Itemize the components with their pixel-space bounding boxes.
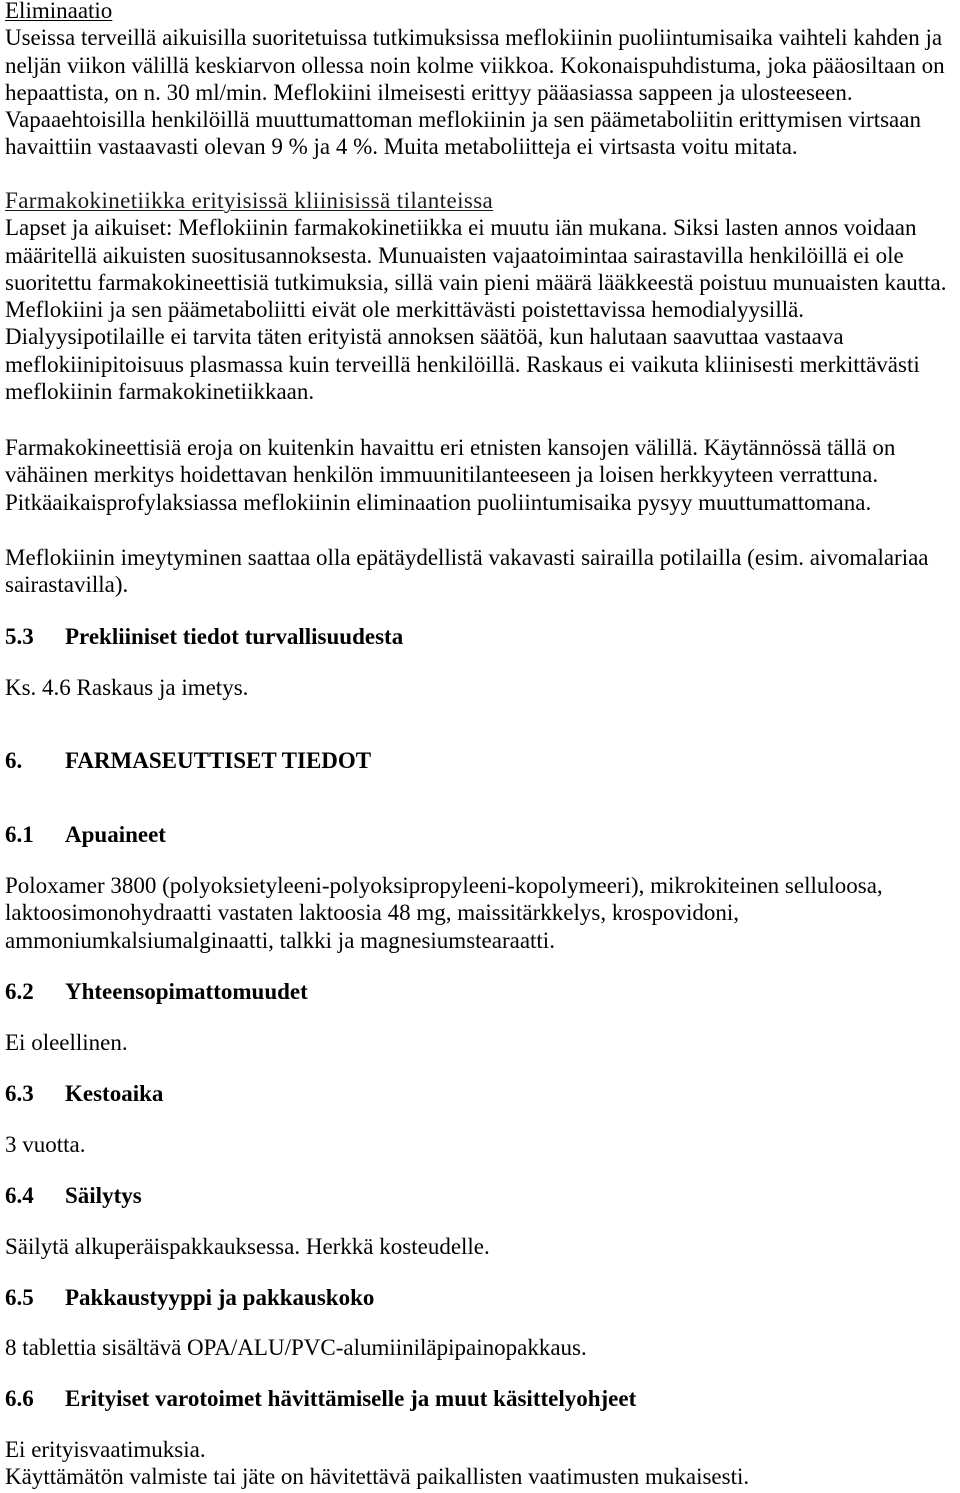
paragraph-line: meflokiinipitoisuus plasmassa kuin terveillä henkilöillä. Raskaus ei vaikuta kliinisesti merkittävästi <box>5 351 920 377</box>
paragraph-line: ammoniumkalsiumalginaatti, talkki ja magnesiumstearaatti. <box>5 927 555 953</box>
paragraph-line: Farmakokineettisiä eroja on kuitenkin havaittu eri etnisten kansojen välillä. Käytännössä tällä on <box>5 435 896 460</box>
paragraph-line: 3 vuotta. <box>5 1132 86 1157</box>
paragraph-line: Ks. 4.6 Raskaus ja imetys. <box>5 675 249 700</box>
section-title: Erityiset varotoimet hävittämiselle ja muut käsittelyohjeet <box>65 1386 637 1411</box>
section-6-5-body <box>5 1334 955 1361</box>
section-number: 6.5 <box>5 1285 34 1310</box>
paragraph-line: Vapaaehtoisilla henkilöillä muuttumattoman meflokiinin ja sen päämetaboliitin erittymisen virtsaan <box>5 107 921 133</box>
paragraph-line: Pitkäaikaisprofylaksiassa meflokiinin eliminaation puoliintumisaika pysyy muuttumattomana. <box>5 489 872 515</box>
section-6-3-heading <box>5 1080 955 1107</box>
section-6-1-heading <box>5 821 955 848</box>
paragraph-line: Lapset ja aikuiset: Meflokiinin farmakokinetiikka ei muutu iän mukana. Siksi lasten annos voidaan <box>5 215 917 241</box>
paragraph-line: havaittiin vastaavasti olevan 9 % ja 4 %. Muita metaboliitteja ei virtsasta voitu mitata. <box>5 134 798 160</box>
elimination-section <box>5 0 955 161</box>
paragraph-line: Säilytä alkuperäispakkauksessa. Herkkä kosteudelle. <box>5 1234 490 1259</box>
paragraph-line: Ei oleellinen. <box>5 1030 128 1055</box>
paragraph-line: 8 tablettia sisältävä OPA/ALU/PVC-alumiiniläpipainopakkaus. <box>5 1335 587 1360</box>
section-5-3-heading <box>5 623 955 650</box>
special-situations-heading: Farmakokinetiikka erityisissä kliinisissä tilanteissa <box>5 188 494 213</box>
section-title: Kestoaika <box>65 1081 164 1106</box>
paragraph-line: Meflokiinin imeytyminen saattaa olla epätäydellistä vakavasti sairailla potilailla (esim. aivomalariaa <box>5 545 929 570</box>
special-situations-section <box>5 187 955 405</box>
section-title: Apuaineet <box>65 822 166 847</box>
section-title: Yhteensopimattomuudet <box>65 979 308 1004</box>
section-title: FARMASEUTTISET TIEDOT <box>65 748 372 773</box>
paragraph-line: suoritettu farmakokineettisiä tutkimuksia, sillä vain pieni määrä lääkkeestä poistuu munuaisten kautta. <box>5 269 947 295</box>
paragraph-line: Poloxamer 3800 (polyoksietyleeni-polyoksipropyleeni-kopolymeeri), mikrokiteinen selluloosa, <box>5 873 883 898</box>
section-number: 6.2 <box>5 979 34 1004</box>
section-number: 6. <box>5 748 23 773</box>
section-title: Pakkaustyyppi ja pakkauskoko <box>65 1285 375 1310</box>
section-number: 6.1 <box>5 822 34 847</box>
paragraph-line: Dialyysipotilaille ei tarvita täten erityistä annoksen säätöä, kun halutaan saavuttaa vastaava <box>5 324 844 350</box>
ethnic-differences-paragraph <box>5 434 955 516</box>
absorption-paragraph <box>5 544 955 599</box>
paragraph-line: neljän viikon välillä keskiarvon ollessa noin kolme viikkoa. Kokonaispuhdistuma, joka pääosiltaan on <box>5 52 945 78</box>
paragraph-line: sairastavilla). <box>5 572 129 598</box>
paragraph-line: Meflokiini ja sen päämetaboliitti eivät ole merkittävästi poistettavissa hemodialyysillä. <box>5 297 805 323</box>
section-number: 6.4 <box>5 1183 34 1208</box>
section-6-heading <box>5 747 955 774</box>
section-6-6-body <box>5 1436 955 1491</box>
section-6-5-heading <box>5 1284 955 1311</box>
paragraph-line: Useissa terveillä aikuisilla suoritetuissa tutkimuksissa meflokiinin puoliintumisaika vaihteli kahden ja <box>5 25 943 51</box>
paragraph-line: meflokiinin farmakokinetiikkaan. <box>5 379 315 405</box>
paragraph-line: Ei erityisvaatimuksia. <box>5 1437 206 1462</box>
paragraph-line: vähäinen merkitys hoidettavan henkilön immuunitilanteeseen ja loisen herkkyyteen verrattuna. <box>5 462 879 488</box>
paragraph-line: laktoosimonohydraatti vastaten laktoosia 48 mg, maissitärkkelys, krospovidoni, <box>5 900 739 926</box>
section-number: 6.3 <box>5 1081 34 1106</box>
section-number: 5.3 <box>5 624 34 649</box>
section-6-4-heading <box>5 1182 955 1209</box>
section-6-4-body <box>5 1233 955 1260</box>
section-title: Säilytys <box>65 1183 142 1208</box>
section-6-1-body <box>5 872 955 954</box>
section-6-2-heading <box>5 978 955 1005</box>
section-6-6-heading <box>5 1385 955 1412</box>
paragraph-line: määritellä aikuisten suositusannoksesta. Munuaisten vajaatoimintaa sairastavilla henkilöillä ei ole <box>5 242 904 268</box>
section-title: Prekliiniset tiedot turvallisuudesta <box>65 624 404 649</box>
section-5-3-body <box>5 674 955 701</box>
section-number: 6.6 <box>5 1386 34 1411</box>
section-6-2-body <box>5 1029 955 1056</box>
paragraph-line: hepaattista, on n. 30 ml/min. Meflokiini ilmeisesti erittyy pääasiassa sappeen ja ulosteeseen. <box>5 79 853 105</box>
section-6-3-body <box>5 1131 955 1158</box>
paragraph-line: Käyttämätön valmiste tai jäte on hävitettävä paikallisten vaatimusten mukaisesti. <box>5 1464 750 1490</box>
elimination-heading: Eliminaatio <box>5 0 113 23</box>
